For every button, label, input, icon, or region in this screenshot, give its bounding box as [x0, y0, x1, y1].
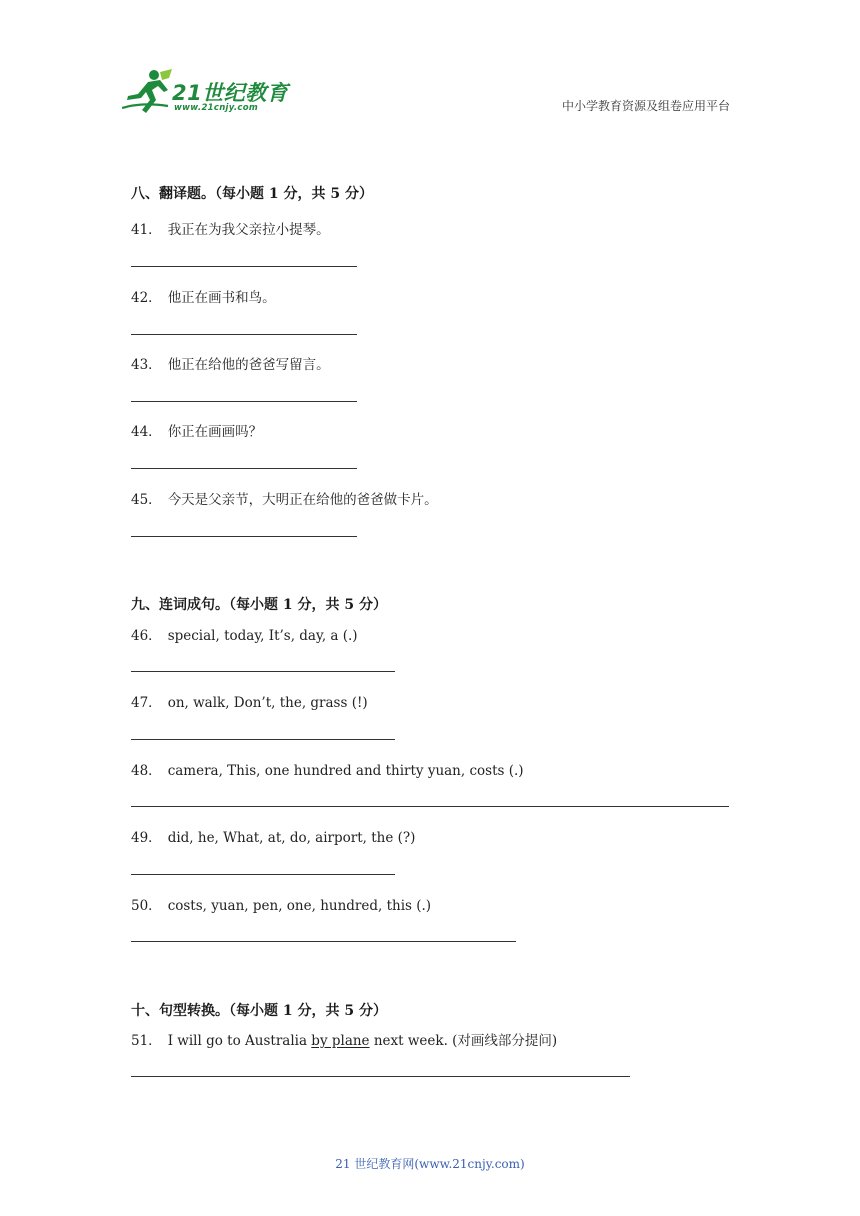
running-figure-icon — [122, 68, 174, 116]
question-number: 47． — [131, 695, 162, 711]
question-42 — [131, 286, 276, 306]
question-48 — [131, 759, 524, 779]
answer-line-43[interactable] — [131, 401, 357, 402]
question-text: 他正在给他的爸爸写留言。 — [167, 357, 330, 373]
section-title-transformation: 十、句型转换。（每小题 1 分，共 5 分） — [131, 1003, 387, 1019]
question-number: 45． — [131, 492, 162, 508]
question-text: 我正在为我父亲拉小提琴。 — [167, 222, 330, 238]
question-number: 44． — [131, 424, 162, 440]
answer-line-42[interactable] — [131, 334, 357, 335]
question-text-before: I will go to Australia — [167, 1033, 312, 1049]
question-text: did, he, What, at, do, airport, the (?) — [167, 830, 416, 846]
section-title-word-order: 九、连词成句。（每小题 1 分，共 5 分） — [131, 597, 387, 613]
question-text: 他正在画书和鸟。 — [167, 290, 276, 306]
section-title-translation: 八、翻译题。（每小题 1 分，共 5 分） — [131, 186, 373, 202]
question-text: on, walk, Don’t, the, grass (!) — [167, 695, 368, 711]
answer-line-45[interactable] — [131, 536, 357, 537]
logo — [122, 68, 292, 118]
question-50 — [131, 894, 431, 914]
question-number: 50． — [131, 898, 162, 914]
question-44 — [131, 420, 262, 440]
question-number: 42． — [131, 290, 162, 306]
answer-line-48[interactable] — [131, 806, 729, 807]
answer-line-46[interactable] — [131, 671, 395, 672]
answer-line-50[interactable] — [131, 941, 516, 942]
question-46 — [131, 624, 358, 644]
question-number: 43． — [131, 357, 162, 373]
logo-text: 21世纪教育 — [172, 81, 289, 105]
underlined-phrase: by plane — [311, 1033, 370, 1049]
question-text: camera, This, one hundred and thirty yuan, costs (.) — [167, 763, 524, 779]
question-number: 41． — [131, 222, 162, 238]
question-text: 今天是父亲节，大明正在给他的爸爸做卡片。 — [167, 492, 438, 508]
question-text: special, today, It’s, day, a (.) — [167, 628, 358, 644]
question-45 — [131, 488, 438, 508]
question-number: 51． — [131, 1033, 162, 1049]
answer-line-51[interactable] — [131, 1076, 630, 1077]
question-number: 48． — [131, 763, 162, 779]
question-text-after: next week. (对画线部分提问) — [369, 1033, 558, 1049]
answer-line-41[interactable] — [131, 266, 357, 267]
answer-line-49[interactable] — [131, 874, 395, 875]
question-51 — [131, 1029, 557, 1049]
question-text: 你正在画画吗？ — [167, 424, 263, 440]
answer-line-44[interactable] — [131, 468, 357, 469]
answer-line-47[interactable] — [131, 739, 395, 740]
logo-url: www.21cnjy.com — [174, 103, 258, 113]
page-footer: 21 世纪教育网(www.21cnjy.com) — [335, 1157, 525, 1171]
page-header — [0, 0, 860, 130]
question-text: costs, yuan, pen, one, hundred, this (.) — [167, 898, 432, 914]
question-41 — [131, 218, 330, 238]
platform-tagline: 中小学教育资源及组卷应用平台 — [561, 99, 730, 113]
question-number: 49． — [131, 830, 162, 846]
question-49 — [131, 826, 415, 846]
question-number: 46． — [131, 628, 162, 644]
question-47 — [131, 691, 368, 711]
question-43 — [131, 353, 330, 373]
